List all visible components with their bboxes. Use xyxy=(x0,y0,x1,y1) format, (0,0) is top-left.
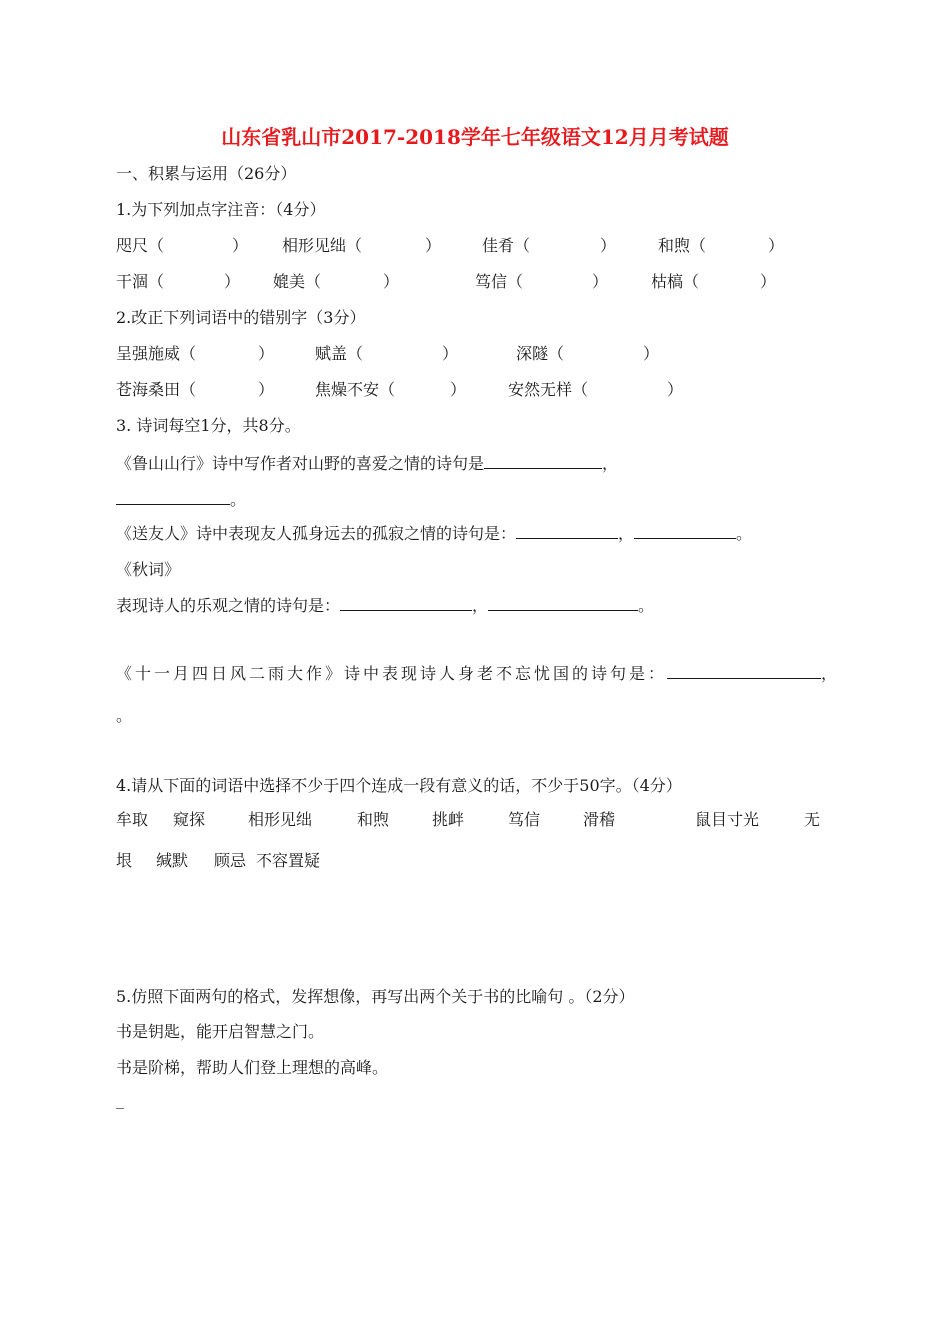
q2-item: 呈强施威（ xyxy=(116,344,197,363)
q1-item-close: ） xyxy=(232,236,249,255)
q4-prompt: 4.请从下面的词语中选择不少于四个连成一段有意义的话，不少于50字。（4分） xyxy=(116,776,682,795)
q1-item: 媲美（ xyxy=(273,272,322,291)
q1-item: 枯槁（ xyxy=(651,272,700,291)
answer-blank[interactable] xyxy=(667,664,821,679)
q5-example: 书是阶梯，帮助人们登上理想的高峰。 xyxy=(116,1058,389,1077)
q2-item: 焦燥不安（ xyxy=(315,380,396,399)
q3-line: 《十一月四日风二雨大作》诗中表现诗人身老不忘忧国的诗句是： ， xyxy=(116,664,841,683)
page-title: 山东省乳山市2017-2018学年七年级语文12月月考试题 xyxy=(221,125,729,149)
q1-prompt: 1.为下列加点字注音：（4分） xyxy=(116,200,326,219)
q1-item-close: ） xyxy=(760,272,777,291)
answer-blank[interactable] xyxy=(340,596,472,611)
section-heading: 一、积累与运用（26分） xyxy=(116,164,297,183)
word-option: 垠 xyxy=(116,851,133,870)
q1-item: 干涸（ xyxy=(116,272,165,291)
word-option: 牟取 xyxy=(116,810,149,829)
answer-blank[interactable] xyxy=(516,524,618,539)
word-option: 滑稽 xyxy=(583,810,616,829)
word-option: 窥探 xyxy=(173,810,206,829)
q1-item-close: ） xyxy=(768,236,785,255)
q1-item-close: ） xyxy=(383,272,400,291)
q2-prompt: 2.改正下列词语中的错别字（3分） xyxy=(116,308,366,327)
q3-line: 。 xyxy=(116,706,133,725)
q1-item: 相形见绌（ xyxy=(282,236,363,255)
q3-line: 《鲁山山行》诗中写作者对山野的喜爱之情的诗句是 ， xyxy=(116,454,619,473)
q1-item-close: ） xyxy=(224,272,241,291)
q1-item-close: ） xyxy=(600,236,617,255)
q1-item: 佳肴（ xyxy=(482,236,531,255)
q3-line: 。 xyxy=(116,490,246,510)
word-option: 缄默 xyxy=(156,851,189,870)
q2-item-close: ） xyxy=(643,344,660,363)
q3-line: 表现诗人的乐观之情的诗句是： ， 。 xyxy=(116,596,655,615)
q2-item: 苍海桑田（ xyxy=(116,380,197,399)
q5-prompt: 5.仿照下面两句的格式，发挥想像，再写出两个关于书的比喻句 。（2分） xyxy=(116,987,635,1006)
word-option: 顾忌 xyxy=(214,851,247,870)
answer-blank[interactable] xyxy=(634,524,736,539)
q3-prompt: 3. 诗词每空1分，共8分。 xyxy=(116,416,301,435)
word-option: 相形见绌 xyxy=(248,810,313,829)
q2-item-close: ） xyxy=(450,380,467,399)
answer-blank[interactable] xyxy=(116,490,230,505)
q2-item-close: ） xyxy=(442,344,459,363)
q1-item: 咫尺（ xyxy=(116,236,165,255)
q3-line: 《送友人》诗中表现友人孤身远去的孤寂之情的诗句是： ， 。 xyxy=(116,524,753,543)
word-option: 和煦 xyxy=(357,810,390,829)
q2-item-close: ） xyxy=(667,380,684,399)
answer-blank[interactable] xyxy=(488,596,638,611)
q2-item-close: ） xyxy=(258,380,275,399)
word-option: 不容置疑 xyxy=(256,851,321,870)
word-option: 无 xyxy=(804,810,821,829)
q5-example: 书是钥匙，能开启智慧之门。 xyxy=(116,1022,325,1041)
word-option: 笃信 xyxy=(508,810,541,829)
word-option: 鼠目寸光 xyxy=(695,810,760,829)
q1-item: 笃信（ xyxy=(475,272,524,291)
q2-item-close: ） xyxy=(258,344,275,363)
q3-line: 《秋词》 xyxy=(116,560,181,579)
q2-item: 深隧（ xyxy=(516,344,565,363)
word-option: 挑衅 xyxy=(432,810,465,829)
answer-mark[interactable]: _ xyxy=(116,1090,124,1109)
q2-item: 赋盖（ xyxy=(315,344,364,363)
q1-item-close: ） xyxy=(425,236,442,255)
q2-item: 安然无样（ xyxy=(508,380,589,399)
q1-item-close: ） xyxy=(592,272,609,291)
answer-blank[interactable] xyxy=(484,454,602,469)
q1-item: 和煦（ xyxy=(658,236,707,255)
